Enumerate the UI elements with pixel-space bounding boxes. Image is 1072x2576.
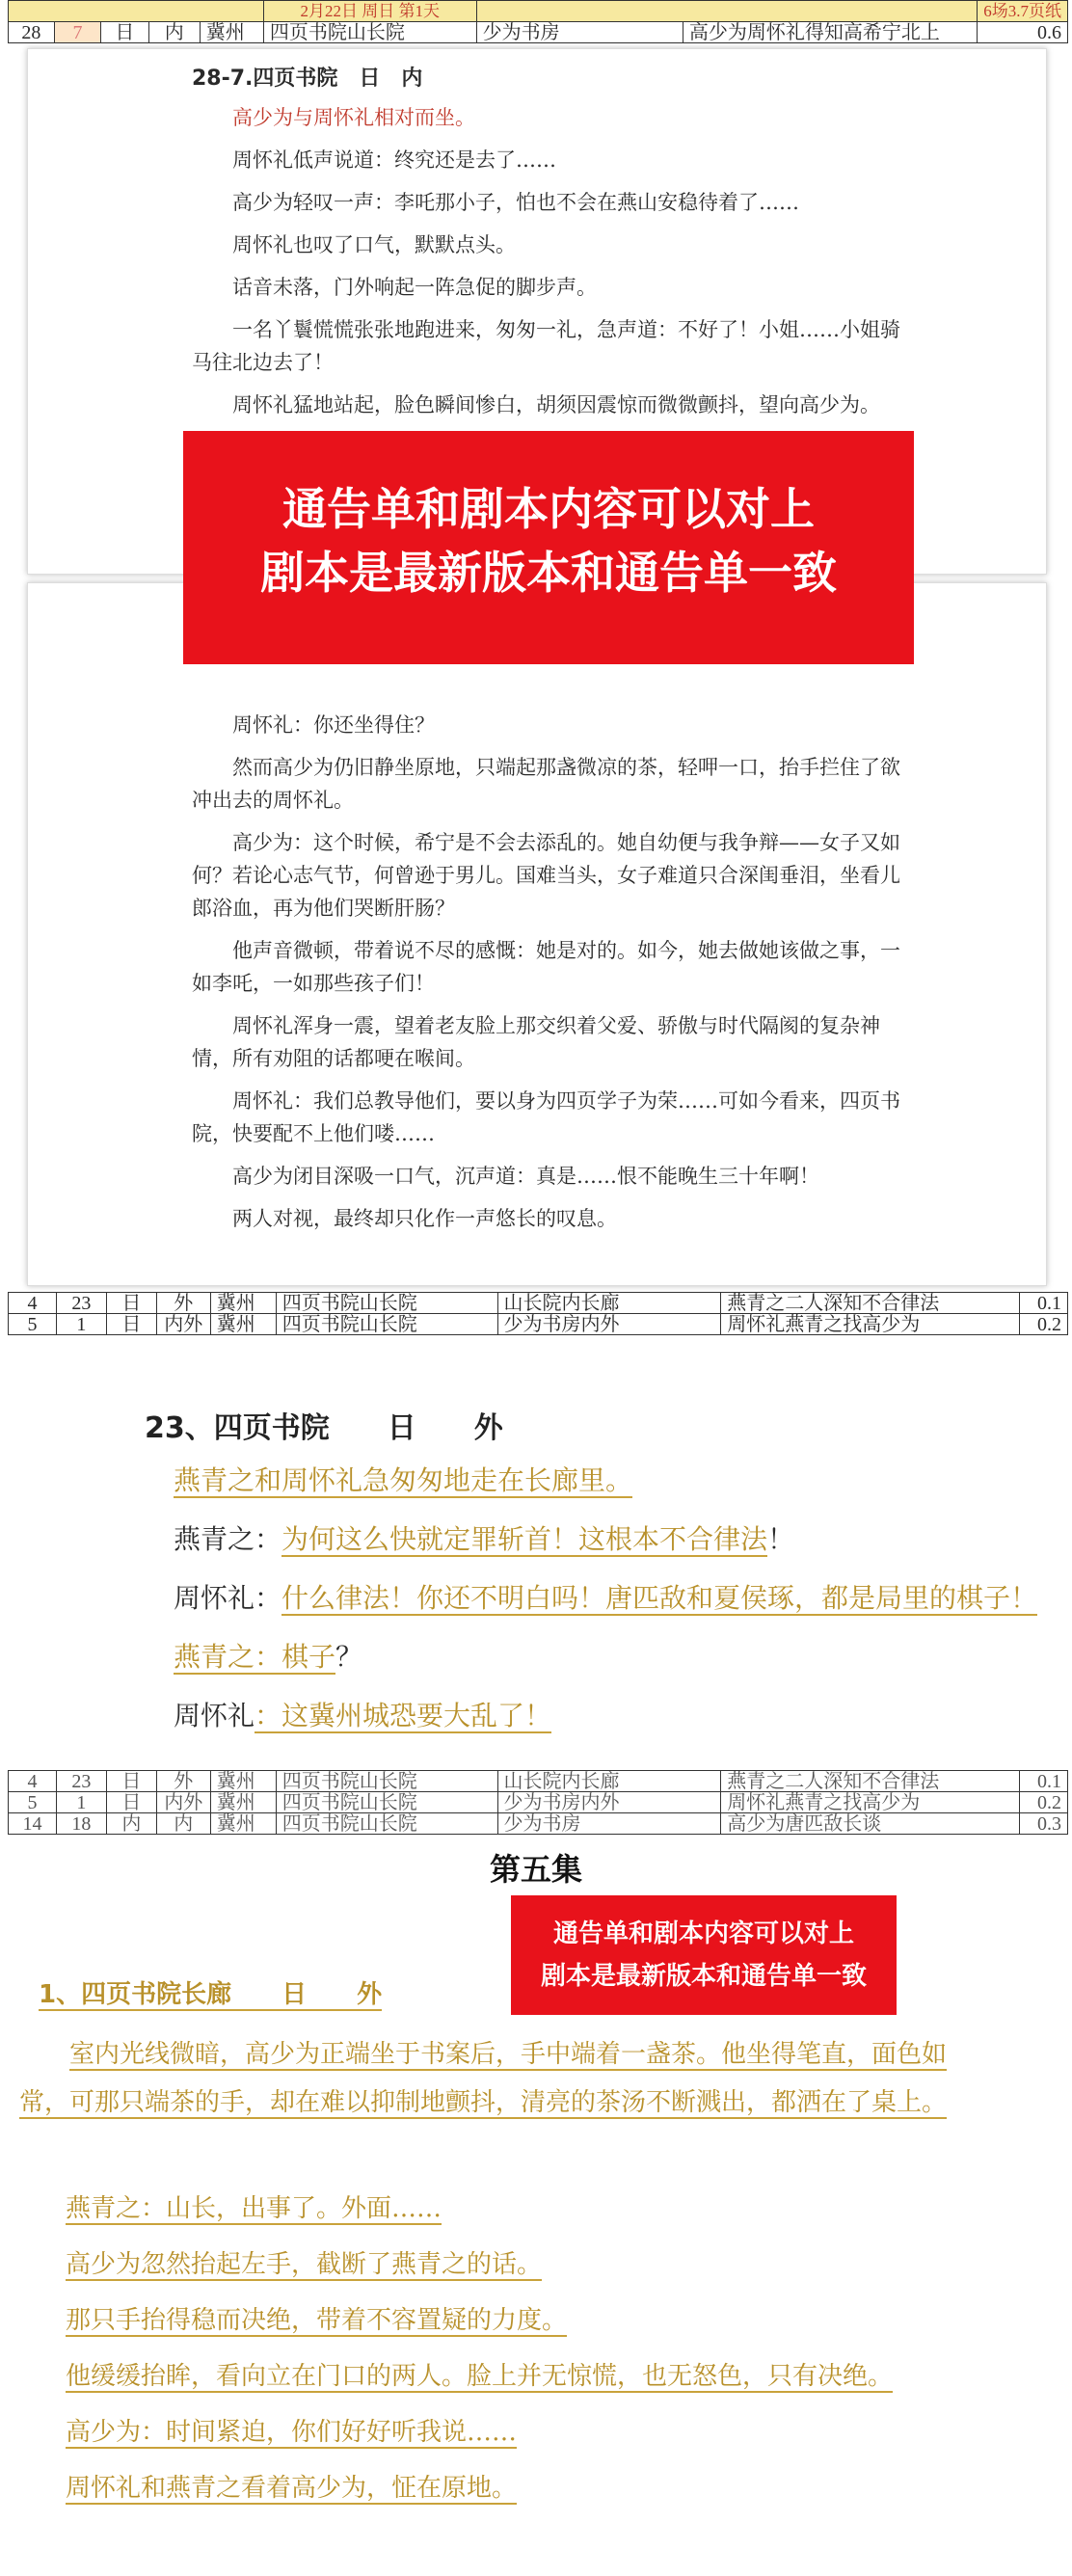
- dialogue-line: [174, 1636, 362, 1675]
- row-location: 四页书院山长院: [276, 1792, 497, 1813]
- row-num: 4: [9, 1771, 57, 1792]
- row-pages: 0.2: [1019, 1314, 1067, 1335]
- sheet-blank: [476, 1, 978, 22]
- row-city: 冀州: [210, 1314, 276, 1335]
- row-summary: 燕青之二人深知不合律法: [721, 1771, 1020, 1792]
- speaker: 周怀礼: [174, 1700, 255, 1731]
- table-row: [9, 1293, 1068, 1314]
- row-pages: 0.3: [1019, 1813, 1067, 1835]
- row-summary: 高少为周怀礼得知高希宁北上: [683, 22, 977, 43]
- row-num: 28: [9, 22, 55, 43]
- row-io: 内外: [156, 1314, 210, 1335]
- row-city: 冀州: [210, 1771, 276, 1792]
- row-summary: 高少为唐匹敌长谈: [721, 1813, 1020, 1835]
- row-scene: 18: [56, 1813, 106, 1835]
- table-row: [9, 1771, 1068, 1792]
- dialogue-text: 为何这么快就定罪斩首！这根本不合律法: [281, 1523, 768, 1555]
- paragraph-text: 高少为：时间紧迫，你们好好听我说……: [66, 2418, 518, 2447]
- row-day: 日: [106, 1293, 156, 1314]
- paragraph-text: 高少为忽然抬起左手，截断了燕青之的话。: [66, 2250, 543, 2279]
- scene-title: [39, 1974, 382, 2010]
- paragraph-text: 室内光线微暗，高少为正端坐于书案后，手中端着一盏茶。他坐得笔直，面色如常，可那只端茶的手，却在难以抑制地颤抖，清亮的茶汤不断溅出，都洒在了桌上。: [19, 2040, 948, 2117]
- dialogue-text: 棋子: [281, 1641, 336, 1673]
- row-location: 四页书院山长院: [263, 22, 476, 43]
- row-io: 内: [156, 1813, 210, 1835]
- row-io: 内外: [156, 1792, 210, 1813]
- row-num: 5: [9, 1792, 57, 1813]
- speaker: 燕青之：: [174, 1523, 282, 1555]
- row-location: 四页书院山长院: [276, 1771, 497, 1792]
- scene-23-section: [0, 1350, 1072, 1745]
- call-sheet-date-row: [9, 1, 1068, 22]
- speaker: 燕青之：: [174, 1641, 282, 1673]
- annotation-banner: [511, 1895, 897, 2015]
- script-line: 高少为闭目深吸一口气，沉声道：真是……恨不能晚生三十年啊！: [232, 1165, 819, 1188]
- paragraph-text: 那只手抬得稳而决绝，带着不容置疑的力度。: [66, 2306, 568, 2335]
- row-scene: 23: [56, 1771, 106, 1792]
- row-io: 内: [148, 22, 200, 43]
- script-paragraph: [66, 2412, 517, 2448]
- row-day: 内: [106, 1813, 156, 1835]
- row-set: 少为书房内外: [497, 1314, 721, 1335]
- dialogue-text: 什么律法！你还不明白吗！唐匹敌和夏侯琢，都是局里的棋子！: [281, 1582, 1038, 1614]
- row-city: 冀州: [210, 1813, 276, 1835]
- script-paragraph: [66, 2244, 542, 2280]
- script-line: 高少为轻叹一声：李吒那小子，怕也不会在燕山安稳待着了……: [232, 191, 799, 214]
- row-set: 少为书房: [476, 22, 683, 43]
- dialogue-line: [174, 1577, 1037, 1616]
- episode-title: 第五集: [489, 1851, 582, 1888]
- speaker: 周怀礼：: [174, 1582, 282, 1614]
- action-text: 燕青之和周怀礼急匆匆地走在长廊里。: [174, 1464, 633, 1496]
- banner-line: 通告单和剧本内容可以对上: [282, 483, 815, 535]
- table-row: [9, 1314, 1068, 1335]
- row-day: 日: [106, 1314, 156, 1335]
- script-line: 然而高少为仍旧静坐原地，只端起那盏微凉的茶，轻呷一口，抬手拦住了欲冲出去的周怀礼。: [192, 756, 900, 812]
- row-day: 日: [106, 1792, 156, 1813]
- call-sheet-block: [8, 1292, 1068, 1335]
- script-line: 高少为：这个时候，希宁是不会去添乱的。她自幼便与我争辩——女子又如何？若论心志气节，何曾逊于男儿。国难当头，女子难道只合深闺垂泪，坐看儿郎浴血，再为他们哭断肝肠？: [192, 831, 900, 920]
- script-paragraph: [66, 2300, 567, 2336]
- row-location: 四页书院山长院: [276, 1314, 497, 1335]
- row-io: 外: [156, 1293, 210, 1314]
- script-paragraph: [66, 2188, 442, 2224]
- script-line: 两人对视，最终却只化作一声悠长的叹息。: [232, 1207, 617, 1230]
- row-num: 4: [9, 1293, 57, 1314]
- row-pages: 0.2: [1019, 1792, 1067, 1813]
- sheet-summary-label: 6场3.7页纸: [978, 1, 1068, 22]
- script-line: 一名丫鬟慌慌张张地跑进来，匆匆一礼，急声道：不好了！小姐……小姐骑马往北边去了！: [192, 318, 900, 374]
- script-paragraph: [19, 2030, 983, 2127]
- script-line: 周怀礼：你还坐得住？: [232, 713, 435, 737]
- row-num: 14: [9, 1813, 57, 1835]
- scene-title-text: 1、四页书院长廊 日 外: [39, 1980, 383, 2009]
- row-scene: 7: [54, 22, 100, 43]
- row-set: 少为书房: [497, 1813, 721, 1835]
- row-day: 日: [101, 22, 149, 43]
- row-pages: 0.1: [1019, 1293, 1067, 1314]
- dialogue-tail: ！: [767, 1523, 795, 1555]
- row-pages: 0.1: [1019, 1771, 1067, 1792]
- row-day: 日: [106, 1771, 156, 1792]
- call-sheet-block: [8, 1770, 1068, 1835]
- table-row: [9, 22, 1068, 43]
- script-line: 他声音微顿，带着说不尽的感慨：她是对的。如今，她去做她该做之事，一如李吒，一如那些孩子们！: [192, 939, 900, 995]
- script-line: 周怀礼浑身一震，望着老友脸上那交织着父爱、骄傲与时代隔阂的复杂神情，所有劝阻的话都哽在喉间。: [192, 1014, 880, 1070]
- row-set: 山长院内长廊: [497, 1771, 721, 1792]
- dialogue-tail: ？: [335, 1641, 363, 1673]
- row-location: 四页书院山长院: [276, 1813, 497, 1835]
- script-line: 话音未落，门外响起一阵急促的脚步声。: [232, 276, 597, 299]
- row-set: 山长院内长廊: [497, 1293, 721, 1314]
- dialogue-line: [174, 1695, 551, 1733]
- row-scene: 1: [56, 1792, 106, 1813]
- script-paragraph: [66, 2356, 893, 2392]
- script-line: 高少为与周怀礼相对而坐。: [232, 106, 475, 129]
- row-io: 外: [156, 1771, 210, 1792]
- call-sheet-header: [8, 0, 1068, 43]
- sheet-date-label: 2月22日 周日 第1天: [263, 1, 476, 22]
- row-location: 四页书院山长院: [276, 1293, 497, 1314]
- script-line: 周怀礼猛地站起，脸色瞬间惨白，胡须因震惊而微微颤抖，望向高少为。: [232, 393, 880, 416]
- table-row: [9, 1792, 1068, 1813]
- row-city: 冀州: [210, 1293, 276, 1314]
- row-scene: 1: [56, 1314, 106, 1335]
- script-line: 周怀礼也叹了口气，默默点头。: [232, 233, 516, 256]
- row-scene: 23: [56, 1293, 106, 1314]
- row-set: 少为书房内外: [497, 1792, 721, 1813]
- script-line: 周怀礼低声说道：终究还是去了……: [232, 148, 556, 172]
- row-num: 5: [9, 1314, 57, 1335]
- paragraph-text: 周怀礼和燕青之看着高少为，怔在原地。: [66, 2474, 518, 2503]
- sheet-blank: [9, 1, 264, 22]
- dialogue-text: ：这冀州城恐要大乱了！: [255, 1700, 552, 1731]
- episode-5-section: [0, 1832, 1072, 2576]
- banner-line: 通告单和剧本内容可以对上: [552, 1919, 854, 1948]
- annotation-banner: [183, 431, 914, 664]
- banner-line: 剧本是最新版本和通告单一致: [260, 547, 837, 599]
- scene-heading: 28-7.四页书院 日 内: [192, 67, 423, 91]
- row-city: 冀州: [200, 22, 263, 43]
- row-pages: 0.6: [978, 22, 1068, 43]
- scene-title: 23、四页书院 日 外: [145, 1411, 503, 1445]
- script-paragraph: [66, 2468, 517, 2504]
- dialogue-line: [174, 1518, 794, 1557]
- row-summary: 周怀礼燕青之找高少为: [721, 1792, 1020, 1813]
- banner-line: 剧本是最新版本和通告单一致: [540, 1962, 867, 1991]
- row-city: 冀州: [210, 1792, 276, 1813]
- action-line: [174, 1460, 632, 1498]
- paragraph-text: 他缓缓抬眸，看向立在门口的两人。脸上并无惊慌，也无怒色，只有决绝。: [66, 2362, 894, 2391]
- row-summary: 周怀礼燕青之找高少为: [721, 1314, 1020, 1335]
- script-page-2: [27, 582, 1047, 1286]
- script-line: 周怀礼：我们总教导他们，要以身为四页学子为荣……可如今看来，四页书院，快要配不上他们喽……: [192, 1089, 900, 1145]
- row-summary: 燕青之二人深知不合律法: [721, 1293, 1020, 1314]
- paragraph-text: 燕青之：山长，出事了。外面……: [66, 2194, 442, 2223]
